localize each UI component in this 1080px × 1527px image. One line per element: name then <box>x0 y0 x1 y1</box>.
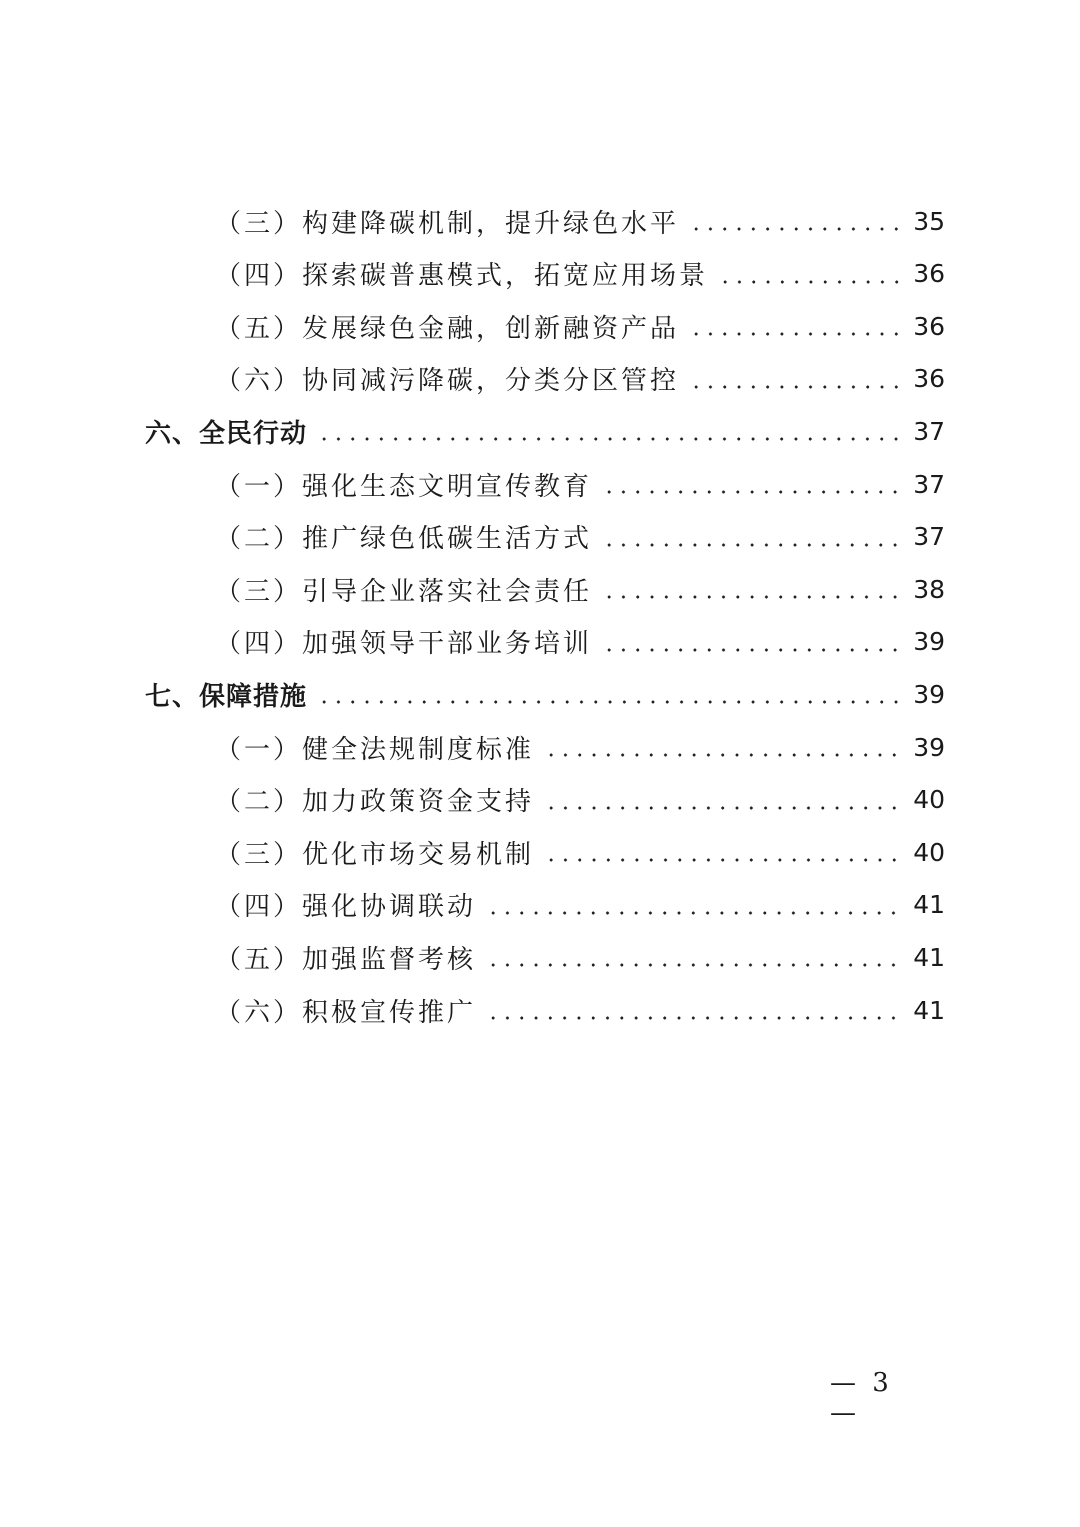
toc-entry-page-number: 40 <box>913 785 945 815</box>
toc-entry-page-number: 41 <box>913 890 945 920</box>
toc-subsection-entry[interactable] <box>215 879 945 931</box>
toc-subsection-entry[interactable] <box>215 774 945 826</box>
toc-dot-leader <box>602 487 905 497</box>
toc-entry-title: （四）加强领导干部业务培训 <box>215 629 593 660</box>
toc-subsection-entry[interactable] <box>215 353 945 405</box>
toc-entry-title: （六）积极宣传推广 <box>215 997 477 1028</box>
toc-entry-title: （三）引导企业落实社会责任 <box>215 576 593 607</box>
toc-entry-page-number: 36 <box>913 364 945 394</box>
toc-dot-leader <box>602 592 905 602</box>
toc-entry-page-number: 36 <box>913 311 945 341</box>
toc-entry-page-number: 37 <box>913 522 945 552</box>
toc-entry-page-number: 41 <box>913 995 945 1025</box>
toc-dot-leader <box>602 540 905 550</box>
toc-entry-title: （一）强化生态文明宣传教育 <box>215 471 593 502</box>
page-number: — 3 — <box>830 1368 893 1428</box>
toc-dot-leader <box>602 645 905 655</box>
toc-entry-page-number: 36 <box>913 259 945 289</box>
toc-dot-leader <box>544 803 905 813</box>
toc-entry-page-number: 39 <box>913 732 945 762</box>
toc-entry-page-number: 41 <box>913 942 945 972</box>
toc-entry-page-number: 37 <box>913 469 945 499</box>
toc-entry-page-number: 35 <box>913 206 945 236</box>
toc-entry-title: （二）加力政策资金支持 <box>215 787 535 818</box>
toc-dot-leader <box>689 382 905 392</box>
toc-entry-page-number: 37 <box>913 416 945 446</box>
toc-dot-leader <box>544 750 905 760</box>
toc-subsection-entry[interactable] <box>215 195 945 247</box>
toc-entry-page-number: 38 <box>913 574 945 604</box>
toc-entry-page-number: 40 <box>913 837 945 867</box>
toc-subsection-entry[interactable] <box>215 458 945 510</box>
toc-dot-leader <box>544 855 905 865</box>
toc-subsection-entry[interactable] <box>215 616 945 668</box>
toc-subsection-entry[interactable] <box>215 563 945 615</box>
toc-entry-title: （二）推广绿色低碳生活方式 <box>215 524 593 555</box>
toc-dot-leader <box>689 329 905 339</box>
toc-dot-leader <box>317 697 905 707</box>
toc-dot-leader <box>689 224 905 234</box>
toc-entry-title: （五）发展绿色金融，创新融资产品 <box>215 313 680 344</box>
toc-section-entry[interactable] <box>145 405 945 457</box>
toc-entry-title: （五）加强监督考核 <box>215 944 477 975</box>
toc-entry-title: （六）协同减污降碳，分类分区管控 <box>215 366 680 397</box>
toc-dot-leader <box>486 960 905 970</box>
toc-subsection-entry[interactable] <box>215 826 945 878</box>
toc-section-entry[interactable] <box>145 668 945 720</box>
toc-subsection-entry[interactable] <box>215 721 945 773</box>
toc-subsection-entry[interactable] <box>215 511 945 563</box>
toc-subsection-entry[interactable] <box>215 931 945 983</box>
toc-subsection-entry[interactable] <box>215 984 945 1036</box>
toc-entry-title: （四）强化协调联动 <box>215 892 477 923</box>
toc-entry-title: 六、全民行动 <box>145 418 308 449</box>
toc-subsection-entry[interactable] <box>215 300 945 352</box>
toc-subsection-entry[interactable] <box>215 248 945 300</box>
toc-dot-leader <box>486 1013 905 1023</box>
toc-dot-leader <box>317 434 905 444</box>
toc-entry-title: （三）构建降碳机制，提升绿色水平 <box>215 208 680 239</box>
toc-entry-title: （四）探索碳普惠模式，拓宽应用场景 <box>215 261 709 292</box>
toc-dot-leader <box>718 277 905 287</box>
toc-entry-title: 七、保障措施 <box>145 681 308 712</box>
toc-entry-title: （三）优化市场交易机制 <box>215 839 535 870</box>
toc-entry-title: （一）健全法规制度标准 <box>215 734 535 765</box>
toc-entry-page-number: 39 <box>913 627 945 657</box>
toc-entry-page-number: 39 <box>913 679 945 709</box>
toc-dot-leader <box>486 908 905 918</box>
